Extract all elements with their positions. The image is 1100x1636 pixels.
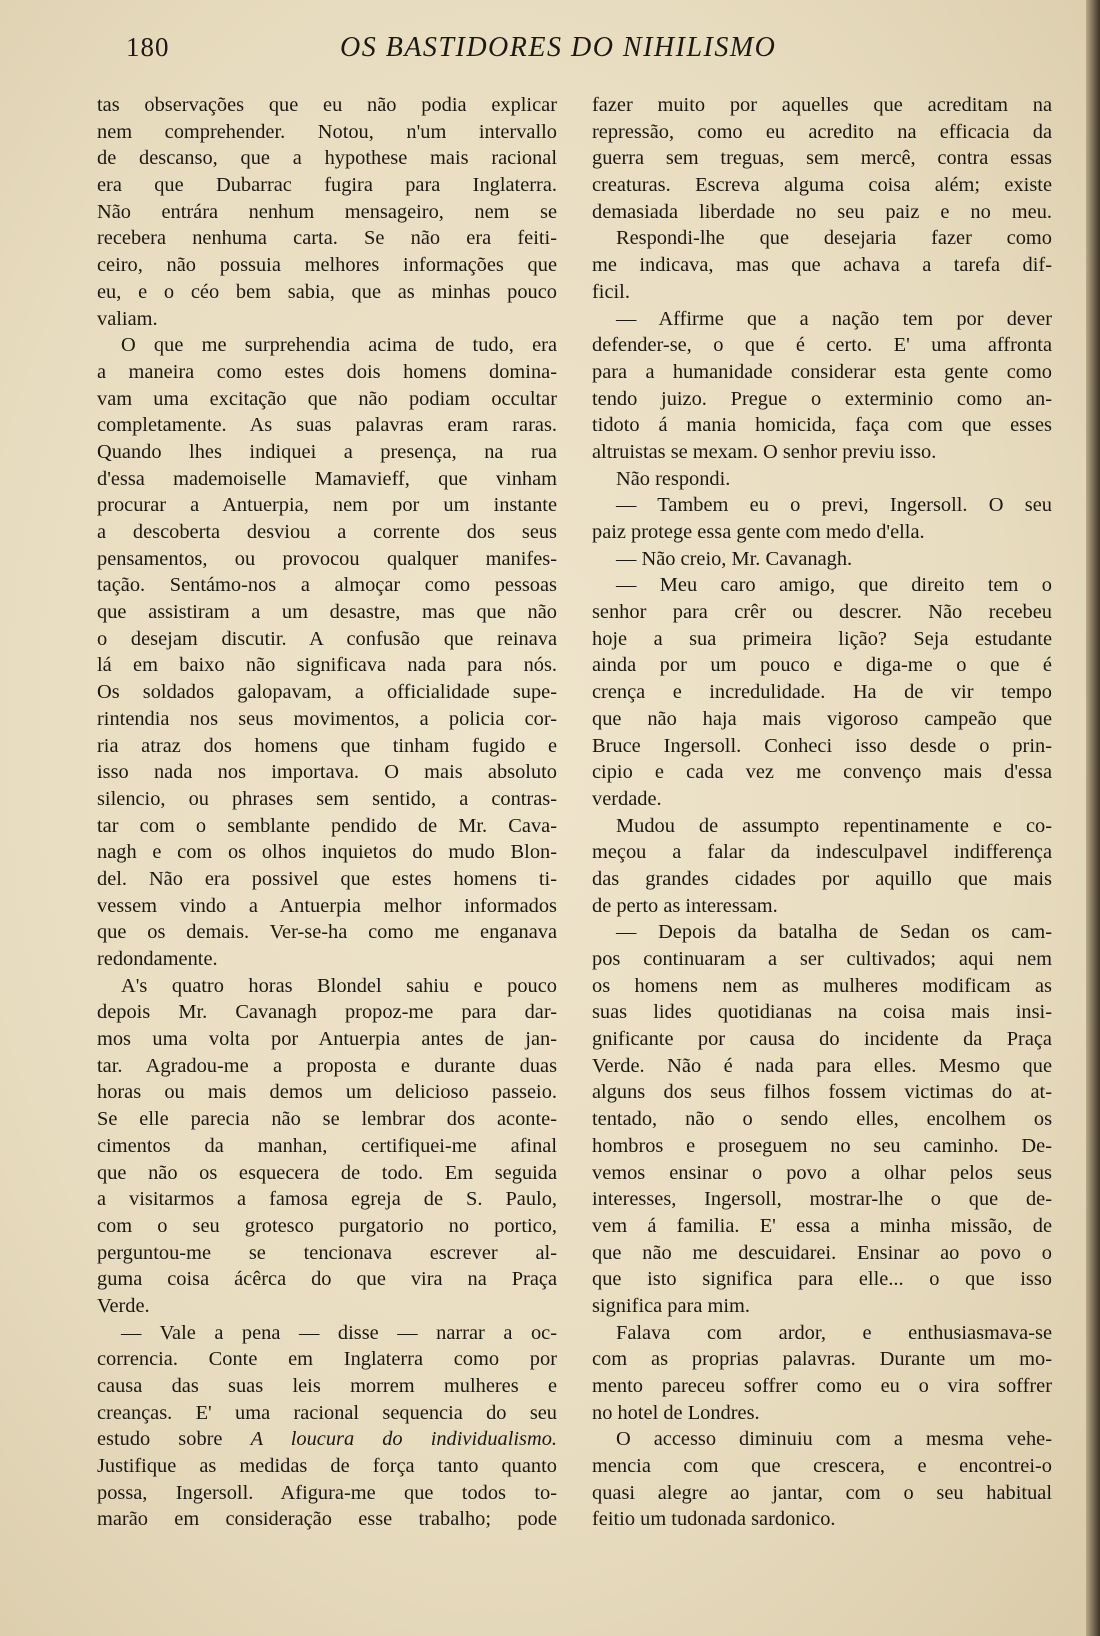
text-line: depois Mr. Cavanagh propoz-me para dar- — [97, 1001, 557, 1024]
text-line: guma coisa ácêrca do que vira na Praça — [97, 1268, 557, 1291]
text-line: ficil. — [592, 280, 630, 303]
text-line: das grandes cidades por aquillo que mais — [592, 867, 1052, 890]
text-line: Falava com ardor, e enthusiasmava-se — [616, 1321, 1052, 1344]
text-line: a visitarmos a famosa egreja de S. Paulo, — [97, 1188, 557, 1211]
text-line: tar. Agradou-me a proposta e durante duas — [97, 1054, 557, 1077]
text-line: ria atraz dos homens que tinham fugido e — [97, 734, 557, 757]
text-line: hombros e proseguem no seu caminho. De- — [592, 1134, 1052, 1157]
text-line: redondamente. — [97, 948, 218, 970]
text-line: lá em baixo não significava nada para nós. — [97, 654, 557, 677]
text-line: que não os esquecera de todo. Em seguida — [97, 1161, 557, 1184]
running-title: OS BASTIDORES DO NIHILISMO — [340, 32, 777, 63]
text-line: procurar a Antuerpia, nem por um instante — [97, 494, 557, 517]
text-line: com o seu grotesco purgatorio no portico, — [97, 1214, 557, 1237]
text-line: que isto significa para elle... o que isso — [592, 1268, 1052, 1291]
text-line: demasiada liberdade no seu paiz e no meu. — [592, 200, 1052, 223]
text-line: interesses, Ingersoll, mostrar-lhe o que de- — [592, 1188, 1052, 1211]
text-line: perguntou-me se tencionava escrever al- — [97, 1241, 557, 1264]
text-line: A's quatro horas Blondel sahiu e pouco — [121, 974, 557, 997]
text-line: O accesso diminuiu com a mesma vehe- — [616, 1428, 1052, 1451]
text-line: d'essa mademoiselle Mamavieff, que vinham — [97, 467, 557, 490]
text-line: creaturas. Escreva alguma coisa além; existe — [592, 174, 1052, 197]
text-line: nem comprehender. Notou, n'um intervallo — [97, 120, 557, 143]
text-line: feitio um tudonada sardonico. — [592, 1508, 836, 1531]
text-line: paiz protege essa gente com medo d'ella. — [592, 521, 925, 543]
text-line: — Meu caro amigo, que direito tem o — [616, 574, 1052, 597]
text-line: ainda por um pouco e diga-me o que é — [592, 654, 1052, 677]
text-line: recebera nenhuma carta. Se não era feiti- — [97, 227, 557, 250]
text-line: Quando lhes indiquei a presença, na rua — [97, 440, 557, 463]
text-line: causa das suas leis morrem mulheres e — [97, 1375, 557, 1397]
text-line: tentado, não o sendo elles, encolhem os — [592, 1108, 1052, 1131]
text-line: — Affirme que a nação tem por dever — [616, 307, 1052, 330]
italic-title: A loucura do individualismo. — [250, 1428, 557, 1451]
text-line: com as proprias palavras. Durante um mo- — [592, 1348, 1052, 1371]
text-line: o desejam discutir. A confusão que reinava — [97, 627, 557, 650]
text-line: Bruce Ingersoll. Conheci isso desde o prin- — [592, 734, 1052, 757]
text-line: para a humanidade considerar esta gente como — [592, 360, 1052, 383]
text-line: correncia. Conte em Inglaterra como por — [97, 1348, 557, 1371]
text-line: tendo juizo. Pregue o exterminio como an- — [592, 387, 1052, 410]
text-line: que assistiram a um desastre, mas que não — [97, 601, 557, 624]
text-line: Mudou de assumpto repentinamente e co- — [616, 814, 1052, 837]
page-number: 180 — [126, 32, 170, 62]
text-line: que não me descuidarei. Ensinar ao povo o — [592, 1241, 1052, 1264]
text-line: mencia com que crescera, e encontrei-o — [592, 1455, 1052, 1478]
text-line: Verde. — [97, 1294, 150, 1317]
text-line: Respondi-lhe que desejaria fazer como — [616, 227, 1052, 250]
text-line: creanças. E' uma racional sequencia do seu — [97, 1401, 557, 1424]
text-line: Não entrára nenhum mensageiro, nem se — [97, 200, 557, 223]
text-line: guerra sem treguas, sem mercê, contra essas — [592, 147, 1052, 170]
text-line: senhor para crêr ou descrer. Não recebeu — [592, 601, 1052, 624]
text-line: marão em consideração esse trabalho; pode — [97, 1508, 557, 1531]
text-line: a maneira como estes dois homens domina- — [97, 360, 557, 383]
text-line: Não respondi. — [616, 467, 731, 490]
text-line: — Não creio, Mr. Cavanagh. — [616, 547, 853, 570]
text-line: cipio e cada vez me convenço mais d'essa — [592, 761, 1052, 784]
text-line: defender-se, o que é certo. E' uma affronta — [592, 334, 1052, 357]
text-line: nagh e com os olhos inquietos do mudo Blon- — [97, 841, 557, 864]
text-line: estudo sobre A loucura do individualismo. — [97, 1428, 557, 1451]
page-edge-shadow — [1086, 0, 1100, 1636]
text-line: os homens nem as mulheres modificam as — [592, 974, 1052, 997]
text-line: vem á familia. E' essa a minha missão, de — [592, 1214, 1052, 1237]
text-line: meçou a falar da indesculpavel indifferença — [592, 841, 1052, 864]
text-line: Se elle parecia não se lembrar dos aconte- — [97, 1108, 557, 1131]
text-line: hoje a sua primeira lição? Seja estudante — [592, 627, 1052, 650]
text-line: pos continuaram a ser cultivados; aqui nem — [592, 948, 1052, 970]
text-line: horas ou mais demos um delicioso passeio. — [97, 1081, 557, 1104]
text-line: significa para mim. — [592, 1294, 750, 1317]
text-line: quasi alegre ao jantar, com o seu habitual — [592, 1481, 1052, 1504]
text-line: tidoto á mania homicida, faça com que esses — [592, 414, 1052, 437]
text-line: gnificante por causa do incidente da Praça — [592, 1028, 1052, 1051]
text-line: O que me surprehendia acima de tudo, era — [121, 334, 557, 357]
text-line: pensamentos, ou provocou qualquer manifes- — [97, 547, 557, 570]
text-line: crença e incredulidade. Ha de vir tempo — [592, 681, 1052, 704]
text-line: — Vale a pena — disse — narrar a oc- — [121, 1321, 557, 1344]
text-line: fazer muito por aquelles que acreditam na — [592, 94, 1052, 116]
text-line: de perto as interessam. — [592, 894, 778, 917]
text-line: era que Dubarrac fugira para Inglaterra. — [97, 174, 557, 197]
text-line: completamente. As suas palavras eram raras. — [97, 414, 557, 437]
text-line: vam uma excitação que não podiam occultar — [97, 387, 557, 410]
text-line: valiam. — [97, 307, 158, 330]
text-line: Verde. Não é nada para elles. Mesmo que — [592, 1054, 1052, 1077]
text-line: isso nada nos importava. O mais absoluto — [97, 761, 557, 784]
text-line: Os soldados galopavam, a officialidade supe- — [97, 681, 557, 704]
text-line: — Tambem eu o previ, Ingersoll. O seu — [616, 494, 1052, 517]
text-line: eu, e o céo bem sabia, que as minhas pouco — [97, 280, 557, 303]
text-line: no hotel de Londres. — [592, 1401, 760, 1424]
text-line: mento pareceu soffrer como eu o vira soffrer — [592, 1375, 1052, 1397]
text-line: silencio, ou phrases sem sentido, a contras- — [97, 787, 557, 810]
text-line: a descoberta desviou a corrente dos seus — [97, 521, 557, 543]
text-line: ceiro, não possuia melhores informações que — [97, 254, 557, 277]
text-line: Justifique as medidas de força tanto quanto — [97, 1455, 557, 1478]
text-line: cimentos da manhan, certifiquei-me afinal — [97, 1134, 557, 1157]
text-line: me indicava, mas que achava a tarefa dif- — [592, 254, 1052, 277]
text-line: del. Não era possivel que estes homens ti- — [97, 867, 557, 890]
text-line: alguns dos seus filhos fossem victimas do at- — [592, 1081, 1052, 1104]
text-line: tação. Sentámo-nos a almoçar como pessoas — [97, 574, 557, 597]
text-line: verdade. — [592, 787, 662, 810]
text-line: repressão, como eu acredito na efficacia da — [592, 120, 1052, 143]
text-line: vemos ensinar o povo a olhar pelos seus — [592, 1161, 1052, 1184]
text-line: suas lides quotidianas na coisa mais insi- — [592, 1001, 1052, 1024]
text-line: — Depois da batalha de Sedan os cam- — [616, 921, 1052, 944]
text-line: tar com o semblante pendido de Mr. Cava- — [97, 814, 557, 837]
text-line: possa, Ingersoll. Afigura-me que todos to- — [97, 1481, 557, 1504]
right-text-column — [592, 92, 1052, 1533]
text-line: tas observações que eu não podia explicar — [97, 94, 557, 116]
text-line: rintendia nos seus movimentos, a policia cor- — [97, 707, 557, 730]
text-line: que os demais. Ver-se-ha como me enganava — [97, 921, 557, 944]
text-line: de descanso, que a hypothese mais racional — [97, 147, 557, 170]
text-line: vessem vindo a Antuerpia melhor informados — [97, 894, 557, 917]
text-line: altruistas se mexam. O senhor previu isso. — [592, 440, 937, 463]
text-line: que não haja mais vigoroso campeão que — [592, 707, 1052, 730]
text-line: mos uma volta por Antuerpia antes de jan- — [97, 1028, 557, 1051]
left-text-column — [97, 92, 557, 1533]
